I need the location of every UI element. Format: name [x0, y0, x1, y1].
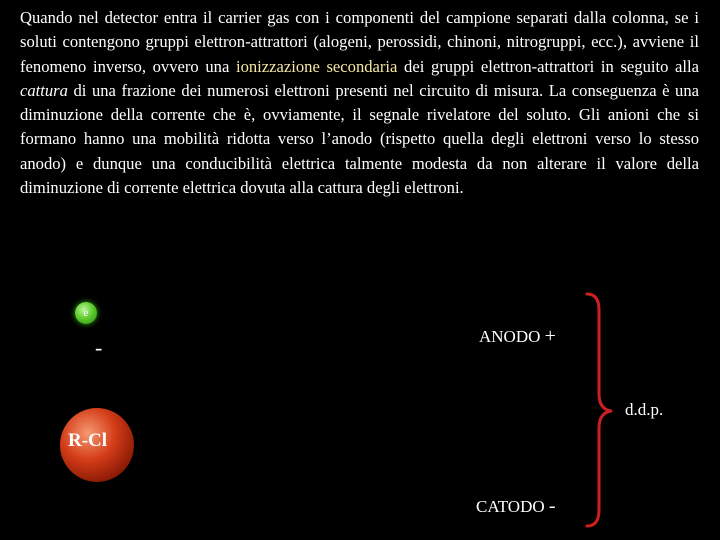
potential-difference-label: d.d.p.	[625, 400, 664, 419]
body-paragraph	[20, 6, 699, 200]
cathode-label	[476, 495, 556, 518]
molecule-label: R-Cl	[68, 430, 108, 451]
electron-sphere	[75, 302, 97, 324]
electron-label: e	[83, 307, 89, 319]
brace-icon	[583, 290, 623, 530]
anode-label	[479, 325, 556, 348]
paragraph-text-2: dei gruppi elettron-attrattori in seguito alla	[397, 56, 699, 76]
cathode-text: CATODO	[476, 497, 545, 516]
paragraph-text-3: di una frazione dei numerosi elettroni presenti nel circuito di misura. La conseguenza è una diminuzione della corrente che è, ovviamente, il segnale rivelatore del soluto. Gli anioni che si formano hanno una mobilità ridotta verso l’anodo (rispetto quella degli elettroni verso lo stesso anodo) e dunque una conducibilità elettrica talmente modesta da non alterare il valore della diminuzione di corrente elettrica dovuta alla cattura degli elettroni.	[20, 80, 699, 198]
anode-sign: +	[544, 325, 556, 347]
anode-text: ANODO	[479, 327, 541, 346]
paragraph-text-1: Quando nel detector entra il carrier gas con i componenti del campione separati dalla colonna, se i soluti contengono gruppi elettron-attrattori (alogeni, perossidi, chinoni, nitrogruppi, ecc.), avviene il fenomeno inverso, ovvero una	[20, 8, 699, 76]
highlighted-term: ionizzazione secondaria	[235, 56, 398, 76]
cathode-sign: -	[548, 495, 556, 517]
electron-charge-sign: -	[95, 335, 103, 360]
italic-term: cattura	[20, 80, 68, 100]
